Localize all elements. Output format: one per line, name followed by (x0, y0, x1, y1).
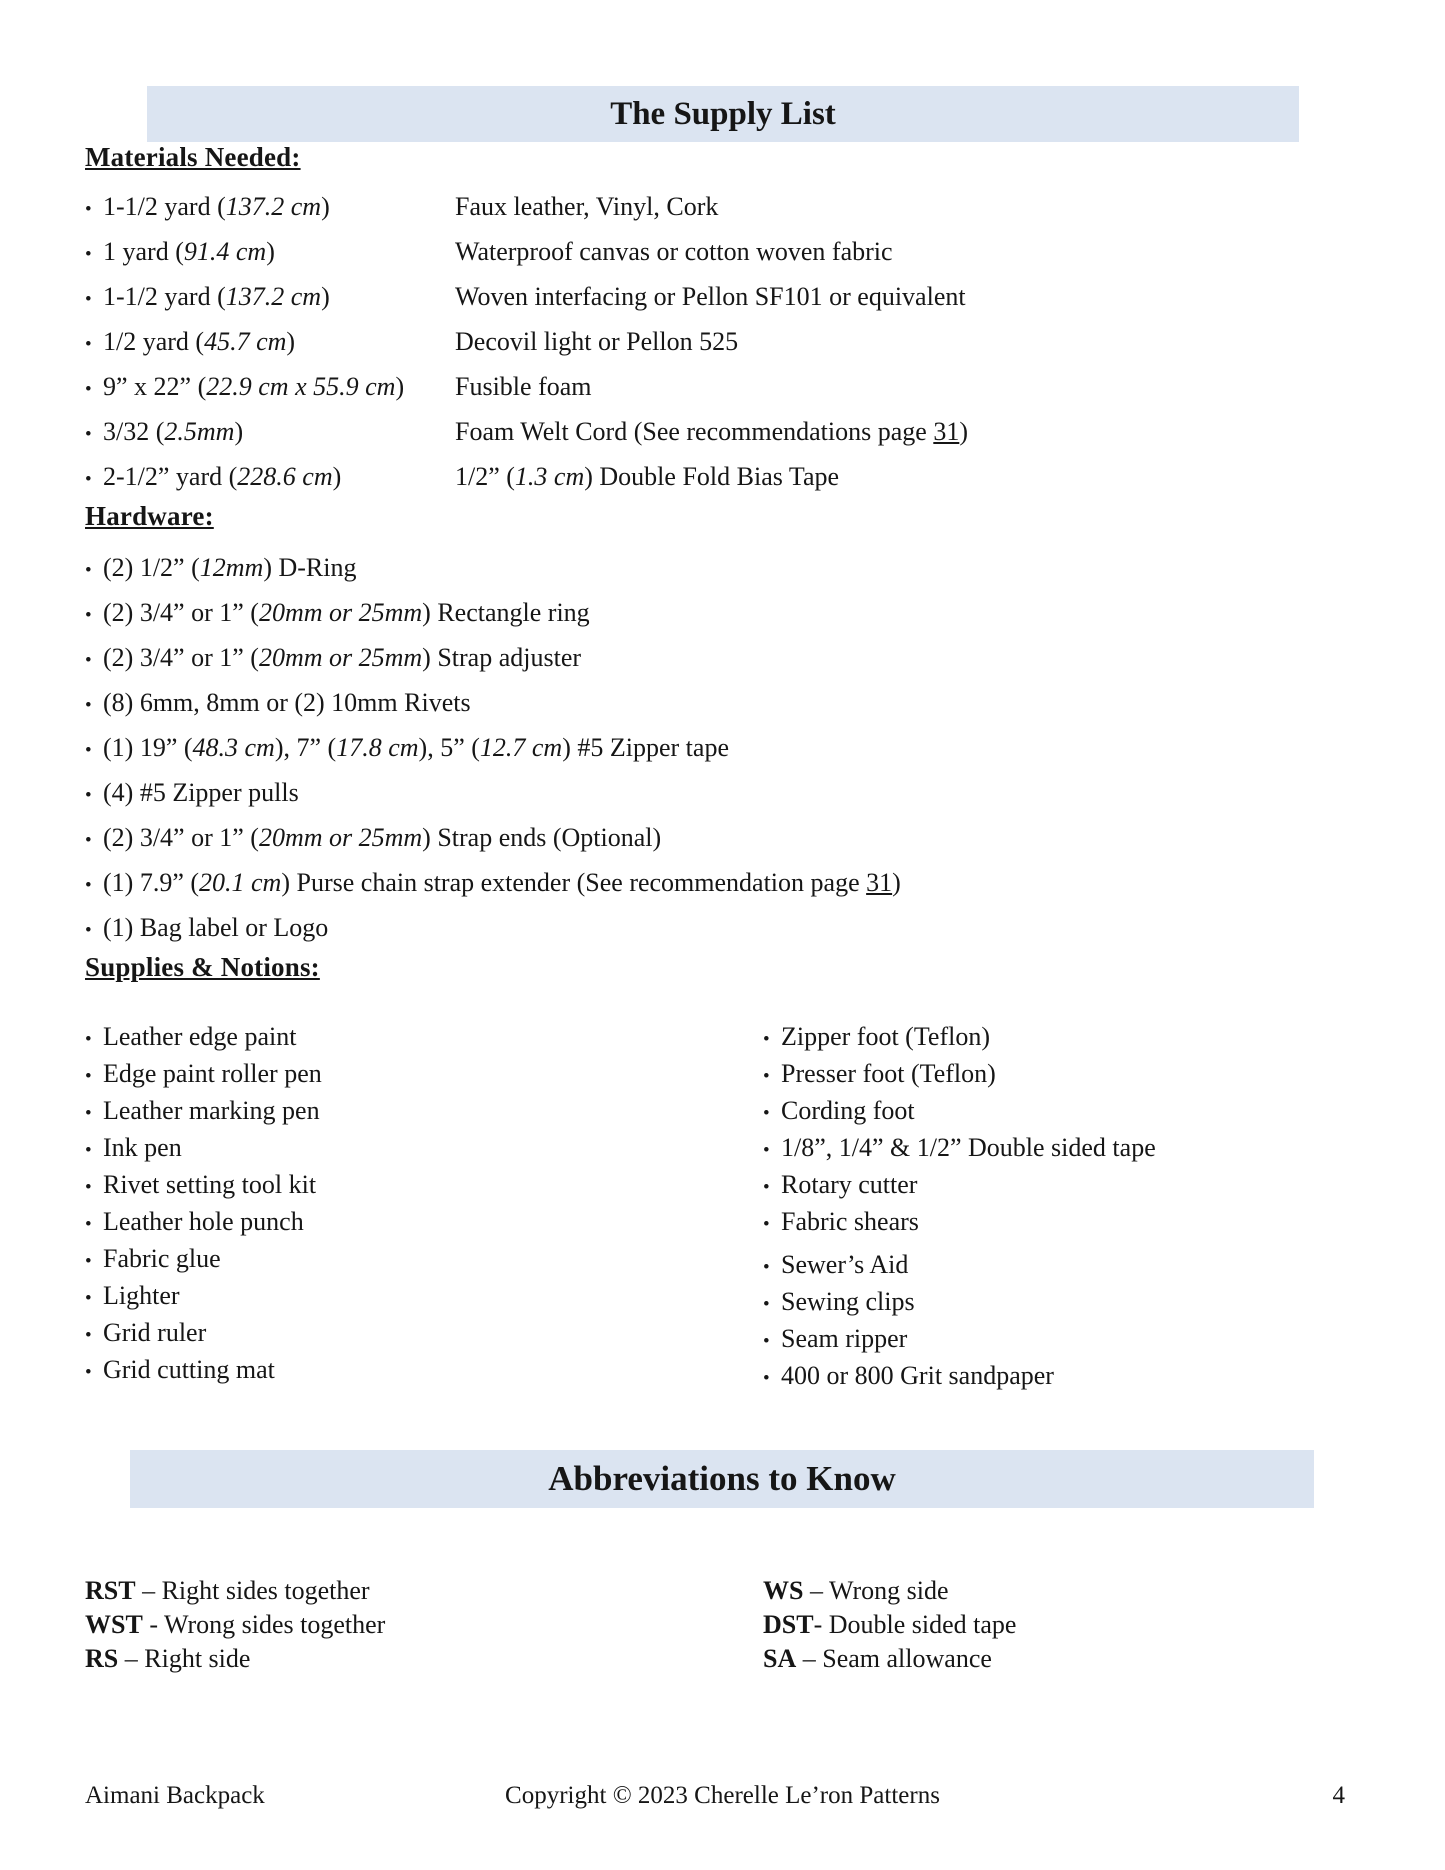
text-segment: 2-1/2” yard ( (103, 462, 238, 491)
text-segment: ) Rectangle ring (422, 598, 590, 627)
supply-item (85, 1057, 763, 1094)
text-segment: ) (234, 417, 244, 446)
hardware-item-text (103, 682, 471, 724)
supply-item (85, 1168, 763, 1205)
supply-item (85, 1316, 763, 1353)
material-measurement (103, 231, 455, 273)
text-segment: ) Strap adjuster (422, 643, 582, 672)
text-segment: - Wrong sides together (142, 1610, 386, 1639)
text-segment: (1) 19” ( (103, 733, 193, 762)
abbreviations-title: Abbreviations to Know (548, 1459, 896, 1498)
hardware-item (85, 637, 1345, 682)
hardware-item (85, 592, 1345, 637)
text-segment: (2) 1/2” ( (103, 553, 200, 582)
bullet-icon: • (85, 334, 92, 355)
text-segment: 137.2 cm (225, 282, 322, 311)
abbreviations-columns (85, 1574, 1345, 1676)
text-segment: Seam ripper (781, 1324, 908, 1353)
text-segment: Faux leather, Vinyl, Cork (455, 192, 719, 221)
text-segment: 20mm or 25mm (258, 643, 423, 672)
hardware-item (85, 547, 1345, 592)
supply-item (763, 1131, 1345, 1168)
supply-item (85, 1020, 763, 1057)
bullet-icon: • (85, 1066, 92, 1087)
supply-item-text (103, 1205, 304, 1239)
text-segment: 400 or 800 Grit sandpaper (781, 1361, 1054, 1390)
material-measurement (103, 366, 455, 408)
text-segment: ) Purse chain strap extender (See recommendation page (281, 868, 867, 897)
bullet-icon: • (85, 379, 92, 400)
text-segment: Rotary cutter (781, 1170, 918, 1199)
text-segment: Edge paint roller pen (103, 1059, 322, 1088)
materials-heading: Materials Needed: (85, 142, 301, 172)
text-segment: 45.7 cm (204, 327, 287, 356)
text-segment: Grid cutting mat (103, 1355, 275, 1384)
supply-item (763, 1020, 1345, 1057)
page-footer (0, 1782, 1445, 1816)
bullet-icon: • (763, 1257, 770, 1278)
supply-item-text (103, 1242, 221, 1276)
text-segment: 1-1/2 yard ( (103, 282, 226, 311)
material-measurement (103, 456, 455, 498)
material-description (455, 186, 718, 228)
bullet-icon: • (85, 289, 92, 310)
text-segment: 228.6 cm (237, 462, 333, 491)
text-segment: ) (321, 282, 330, 311)
bullet-icon: • (85, 1288, 92, 1309)
bullet-icon: • (85, 1214, 92, 1235)
text-segment: ) #5 Zipper tape (562, 733, 729, 762)
supply-item-text (781, 1057, 996, 1091)
hardware-list (85, 547, 1345, 952)
text-segment: (2) 3/4” or 1” ( (103, 823, 259, 852)
bullet-icon: • (85, 1140, 92, 1161)
bullet-icon: • (85, 740, 92, 761)
text-segment: (1) 7.9” ( (103, 868, 200, 897)
text-segment: RS (85, 1644, 119, 1673)
text-segment: 48.3 cm (192, 733, 275, 762)
bullet-icon: • (763, 1294, 770, 1315)
text-segment: 1-1/2 yard ( (103, 192, 226, 221)
abbreviation-item (763, 1608, 1345, 1642)
bullet-icon: • (85, 605, 92, 626)
supply-item (85, 1131, 763, 1168)
abbreviation-item (85, 1574, 763, 1608)
supply-item-text (103, 1020, 296, 1054)
hardware-item-text (103, 817, 661, 859)
hardware-item-text (103, 862, 901, 904)
supply-item-text (781, 1094, 915, 1128)
text-segment: Waterproof canvas or cotton woven fabric (455, 237, 893, 266)
bullet-icon: • (85, 560, 92, 581)
bullet-icon: • (85, 1325, 92, 1346)
supply-item (763, 1322, 1345, 1359)
bullet-icon: • (763, 1368, 770, 1389)
text-segment: Decovil light or Pellon 525 (455, 327, 739, 356)
text-segment: 9” x 22” ( (103, 372, 207, 401)
supply-item (763, 1094, 1345, 1131)
supply-item-text (103, 1057, 322, 1091)
supply-item (85, 1279, 763, 1316)
bullet-icon: • (763, 1214, 770, 1235)
text-segment: ) (395, 372, 405, 401)
hardware-item-text (103, 592, 590, 634)
hardware-item-text (103, 907, 328, 949)
text-segment: 20.1 cm (199, 868, 282, 897)
text-segment: ) Double Fold Bias Tape (584, 462, 840, 491)
supply-item (763, 1057, 1345, 1094)
bullet-icon: • (763, 1029, 770, 1050)
material-description (455, 366, 592, 408)
text-segment: Sewing clips (781, 1287, 915, 1316)
text-segment: Ink pen (103, 1133, 182, 1162)
footer-page-number: 4 (1332, 1782, 1345, 1809)
abbreviation-text (85, 1642, 250, 1676)
bullet-icon: • (85, 830, 92, 851)
text-segment: – Right sides together (135, 1576, 370, 1605)
abbreviation-text (763, 1642, 992, 1676)
text-segment: 17.8 cm (336, 733, 419, 762)
text-segment: 1/2” ( (455, 462, 515, 491)
text-segment: (4) #5 Zipper pulls (103, 778, 299, 807)
supply-item (763, 1248, 1345, 1285)
supply-item-text (781, 1205, 919, 1239)
footer-pattern-name: Aimani Backpack (85, 1782, 265, 1809)
hardware-item-text (103, 772, 299, 814)
text-segment: 12.7 cm (479, 733, 563, 762)
material-item (85, 411, 1345, 456)
text-segment: Foam Welt Cord (See recommendations page (455, 417, 934, 446)
text-segment: (1) Bag label or Logo (103, 913, 329, 942)
page-link[interactable]: 31 (933, 417, 960, 446)
material-item (85, 186, 1345, 231)
text-segment: – Right side (118, 1644, 251, 1673)
text-segment: ) (892, 868, 901, 897)
material-measurement (103, 411, 455, 453)
abbreviation-text (763, 1608, 1016, 1642)
material-item (85, 321, 1345, 366)
bullet-icon: • (763, 1066, 770, 1087)
text-segment: ) D-Ring (263, 553, 357, 582)
footer-copyright: Copyright © 2023 Cherelle Le’ron Patterns (505, 1782, 940, 1809)
text-segment: Leather edge paint (103, 1022, 297, 1051)
text-segment: 1 yard ( (103, 237, 184, 266)
text-segment: ) Strap ends (Optional) (422, 823, 662, 852)
hardware-item (85, 907, 1345, 952)
material-description (455, 231, 893, 273)
text-segment: 22.9 cm x 55.9 cm (206, 372, 396, 401)
text-segment: ), 5” ( (418, 733, 480, 762)
supply-item (85, 1242, 763, 1279)
supply-item-text (103, 1131, 182, 1165)
bullet-icon: • (763, 1177, 770, 1198)
supply-item (763, 1205, 1345, 1242)
text-segment: (8) 6mm, 8mm or (2) 10mm Rivets (103, 688, 471, 717)
bullet-icon: • (85, 650, 92, 671)
supplies-heading: Supplies & Notions: (85, 952, 320, 982)
supply-item-text (103, 1279, 180, 1313)
bullet-icon: • (85, 695, 92, 716)
bullet-icon: • (763, 1140, 770, 1161)
text-segment: ) (332, 462, 342, 491)
bullet-icon: • (85, 1103, 92, 1124)
material-description (455, 276, 966, 318)
supply-item (763, 1168, 1345, 1205)
material-measurement (103, 276, 455, 318)
text-segment: Lighter (103, 1281, 180, 1310)
text-segment: WS (763, 1576, 804, 1605)
supply-list-banner (147, 86, 1299, 142)
text-segment: 1.3 cm (514, 462, 585, 491)
material-measurement (103, 321, 455, 363)
text-segment: WST (85, 1610, 143, 1639)
abbreviation-item (763, 1642, 1345, 1676)
text-segment: ) (321, 192, 330, 221)
text-segment: Rivet setting tool kit (103, 1170, 317, 1199)
bullet-icon: • (763, 1331, 770, 1352)
text-segment: Fusible foam (455, 372, 592, 401)
bullet-icon: • (85, 1177, 92, 1198)
text-segment: ), 7” ( (274, 733, 337, 762)
abbreviation-text (763, 1574, 949, 1608)
bullet-icon: • (85, 785, 92, 806)
material-description (455, 321, 738, 363)
hardware-item-text (103, 547, 356, 589)
page-title: The Supply List (610, 96, 836, 132)
abbreviation-text (85, 1574, 370, 1608)
materials-list (85, 186, 1345, 501)
hardware-item (85, 862, 1345, 907)
text-segment: Fabric glue (103, 1244, 221, 1273)
abbreviations-left-column (85, 1574, 763, 1676)
text-segment: 1/8”, 1/4” & 1/2” Double sided tape (781, 1133, 1156, 1162)
text-segment: Leather marking pen (103, 1096, 320, 1125)
text-segment: 1/2 yard ( (103, 327, 205, 356)
bullet-icon: • (85, 875, 92, 896)
text-segment: 2.5mm (164, 417, 235, 446)
text-segment: – Wrong side (803, 1576, 949, 1605)
supply-item-text (781, 1248, 908, 1282)
text-segment: 12mm (199, 553, 264, 582)
text-segment: Grid ruler (103, 1318, 207, 1347)
bullet-icon: • (85, 1029, 92, 1050)
hardware-item-text (103, 637, 581, 679)
abbreviation-item (763, 1574, 1345, 1608)
supply-item-text (781, 1131, 1156, 1165)
text-segment: ) (286, 327, 296, 356)
abbreviation-item (85, 1608, 763, 1642)
supply-item (763, 1285, 1345, 1322)
text-segment: DST (763, 1610, 814, 1639)
supply-item-text (103, 1316, 206, 1350)
supplies-right-column (763, 1020, 1345, 1396)
page-link[interactable]: 31 (866, 868, 893, 897)
bullet-icon: • (85, 424, 92, 445)
bullet-icon: • (85, 1362, 92, 1383)
bullet-icon: • (85, 1251, 92, 1272)
text-segment: (2) 3/4” or 1” ( (103, 598, 259, 627)
text-segment: 91.4 cm (183, 237, 267, 266)
hardware-item (85, 727, 1345, 772)
text-segment: RST (85, 1576, 136, 1605)
material-item (85, 456, 1345, 501)
supplies-columns (85, 1020, 1345, 1396)
material-item (85, 276, 1345, 321)
bullet-icon: • (85, 920, 92, 941)
hardware-item (85, 682, 1345, 727)
abbreviations-right-column (763, 1574, 1345, 1676)
supply-item (85, 1205, 763, 1242)
material-description (455, 411, 968, 453)
hardware-item (85, 817, 1345, 862)
material-description (455, 456, 839, 498)
bullet-icon: • (85, 469, 92, 490)
supply-item-text (781, 1322, 907, 1356)
abbreviation-item (85, 1642, 763, 1676)
text-segment: Leather hole punch (103, 1207, 304, 1236)
hardware-item (85, 772, 1345, 817)
text-segment: 3/32 ( (103, 417, 165, 446)
supply-item-text (781, 1168, 917, 1202)
text-segment: 20mm or 25mm (258, 823, 423, 852)
text-segment: ) (266, 237, 275, 266)
text-segment: 20mm or 25mm (258, 598, 423, 627)
text-segment: – Seam allowance (796, 1644, 992, 1673)
text-segment: - Double sided tape (813, 1610, 1017, 1639)
supplies-left-column (85, 1020, 763, 1396)
text-segment: Sewer’s Aid (781, 1250, 909, 1279)
text-segment: Fabric shears (781, 1207, 919, 1236)
text-segment: Zipper foot (Teflon) (781, 1022, 990, 1051)
text-segment: Cording foot (781, 1096, 915, 1125)
abbreviations-banner (130, 1450, 1314, 1508)
material-item (85, 231, 1345, 276)
text-segment: (2) 3/4” or 1” ( (103, 643, 259, 672)
text-segment: 137.2 cm (225, 192, 322, 221)
text-segment: ) (959, 417, 968, 446)
supply-item-text (103, 1353, 275, 1387)
supply-item-text (781, 1285, 915, 1319)
text-segment: SA (763, 1644, 797, 1673)
hardware-heading: Hardware: (85, 501, 214, 531)
abbreviation-text (85, 1608, 385, 1642)
supply-item-text (781, 1359, 1054, 1393)
supply-item (85, 1094, 763, 1131)
material-measurement (103, 186, 455, 228)
supply-item-text (781, 1020, 990, 1054)
supply-item (763, 1359, 1345, 1396)
supply-item-text (103, 1168, 316, 1202)
supply-item-text (103, 1094, 320, 1128)
bullet-icon: • (85, 244, 92, 265)
bullet-icon: • (85, 199, 92, 220)
supply-item (85, 1353, 763, 1390)
hardware-item-text (103, 727, 729, 769)
text-segment: Presser foot (Teflon) (781, 1059, 996, 1088)
material-item (85, 366, 1345, 411)
bullet-icon: • (763, 1103, 770, 1124)
text-segment: Woven interfacing or Pellon SF101 or equivalent (455, 282, 966, 311)
